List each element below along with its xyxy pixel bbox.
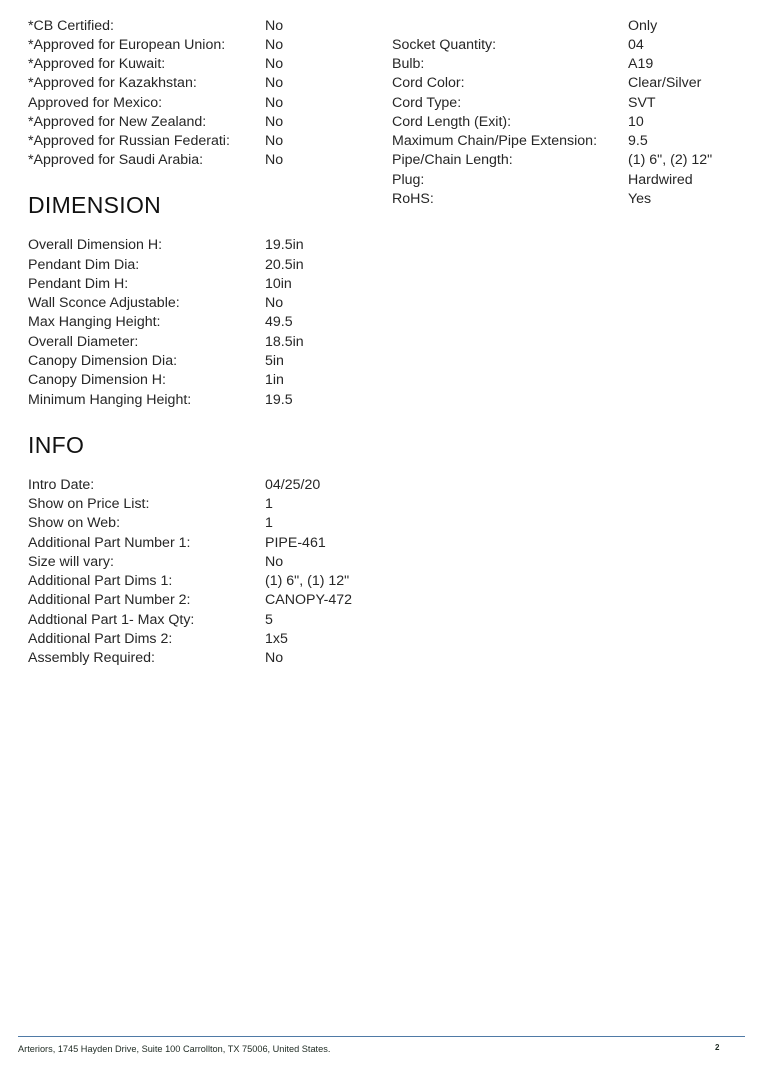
- spec-value: No: [265, 554, 284, 570]
- spec-label: Overall Diameter:: [28, 334, 139, 350]
- spec-label: Show on Price List:: [28, 496, 150, 512]
- spec-value: A19: [628, 56, 654, 72]
- spec-value: No: [265, 56, 284, 72]
- spec-value: 04/25/20: [265, 477, 321, 493]
- spec-label: *Approved for Saudi Arabia:: [28, 152, 204, 168]
- spec-value: 20.5in: [265, 257, 304, 273]
- spec-label: Additional Part Dims 2:: [28, 631, 173, 647]
- spec-label: Socket Quantity:: [392, 37, 497, 53]
- spec-value: 18.5in: [265, 334, 304, 350]
- spec-value: No: [265, 295, 284, 311]
- spec-label: Wall Sconce Adjustable:: [28, 295, 180, 311]
- spec-label: *Approved for Kazakhstan:: [28, 75, 197, 91]
- spec-value: 5in: [265, 353, 284, 369]
- spec-value: CANOPY-472: [265, 592, 353, 608]
- spec-label: Maximum Chain/Pipe Extension:: [392, 133, 598, 149]
- spec-value: No: [265, 75, 284, 91]
- spec-value: 04: [628, 37, 644, 53]
- spec-value: (1) 6", (1) 12": [265, 573, 350, 589]
- spec-value: (1) 6", (2) 12": [628, 152, 713, 168]
- spec-value: No: [265, 95, 284, 111]
- spec-value: 49.5: [265, 314, 293, 330]
- spec-value: 1x5: [265, 631, 288, 647]
- spec-label: Approved for Mexico:: [28, 95, 163, 111]
- spec-label: Bulb:: [392, 56, 425, 72]
- spec-label: Canopy Dimension Dia:: [28, 353, 178, 369]
- spec-value: No: [265, 37, 284, 53]
- spec-value: No: [265, 114, 284, 130]
- section-heading-dimension: DIMENSION: [28, 192, 162, 218]
- spec-label: Max Hanging Height:: [28, 314, 161, 330]
- spec-label: Plug:: [392, 172, 425, 188]
- spec-value: No: [265, 650, 284, 666]
- spec-value: 1: [265, 515, 273, 531]
- spec-label: Overall Dimension H:: [28, 237, 163, 253]
- spec-value: No: [265, 18, 284, 34]
- footer-divider: [18, 1036, 745, 1037]
- section-heading-info: INFO: [28, 432, 85, 458]
- spec-value: 19.5in: [265, 237, 304, 253]
- spec-value: 1in: [265, 372, 284, 388]
- spec-label: *Approved for Russian Federati:: [28, 133, 230, 149]
- spec-label: Minimum Hanging Height:: [28, 392, 192, 408]
- spec-label: Cord Length (Exit):: [392, 114, 512, 130]
- spec-label: Additional Part Number 2:: [28, 592, 191, 608]
- spec-label: RoHS:: [392, 191, 434, 207]
- spec-value: Yes: [628, 191, 652, 207]
- spec-label: Pipe/Chain Length:: [392, 152, 513, 168]
- spec-value: 1: [265, 496, 273, 512]
- spec-label: *Approved for New Zealand:: [28, 114, 207, 130]
- spec-value: 10: [628, 114, 644, 130]
- spec-value: PIPE-461: [265, 535, 326, 551]
- spec-label: *Approved for Kuwait:: [28, 56, 166, 72]
- spec-label: Cord Color:: [392, 75, 465, 91]
- spec-value: 19.5: [265, 392, 293, 408]
- spec-label: Pendant Dim Dia:: [28, 257, 140, 273]
- spec-label: Intro Date:: [28, 477, 95, 493]
- spec-label: Show on Web:: [28, 515, 121, 531]
- spec-value: Hardwired: [628, 172, 693, 188]
- spec-value: 5: [265, 612, 273, 628]
- spec-label: *CB Certified:: [28, 18, 114, 34]
- spec-label: Cord Type:: [392, 95, 462, 111]
- spec-label: Additional Part Dims 1:: [28, 573, 173, 589]
- spec-value: Clear/Silver: [628, 75, 702, 91]
- spec-value: No: [265, 152, 284, 168]
- spec-label: Pendant Dim H:: [28, 276, 129, 292]
- spec-value-continued: Only: [628, 18, 658, 34]
- footer-address: Arteriors, 1745 Hayden Drive, Suite 100 Carrollton, TX 75006, United States.: [18, 1044, 331, 1054]
- spec-value: No: [265, 133, 284, 149]
- page-number: 2: [715, 1043, 720, 1052]
- spec-value: SVT: [628, 95, 656, 111]
- spec-label: Addtional Part 1- Max Qty:: [28, 612, 195, 628]
- spec-label: Size will vary:: [28, 554, 114, 570]
- spec-value: 10in: [265, 276, 292, 292]
- spec-label: Canopy Dimension H:: [28, 372, 166, 388]
- spec-label: Assembly Required:: [28, 650, 155, 666]
- spec-label: *Approved for European Union:: [28, 37, 226, 53]
- spec-value: 9.5: [628, 133, 648, 149]
- spec-label: Additional Part Number 1:: [28, 535, 191, 551]
